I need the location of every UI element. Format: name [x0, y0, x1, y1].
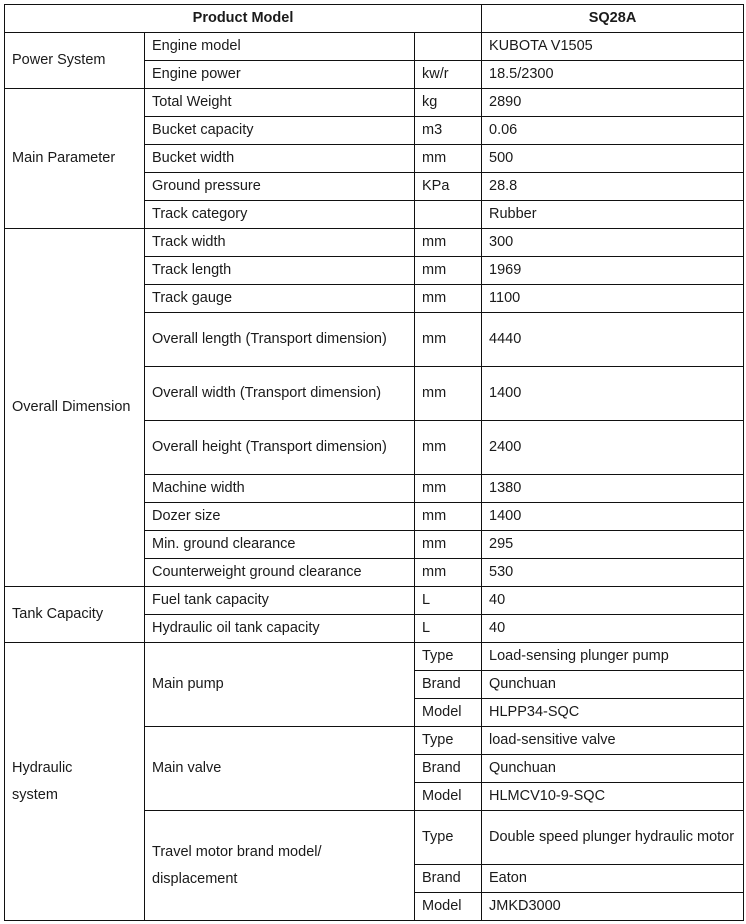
attr-cell: Brand	[415, 865, 482, 893]
param-cell: Hydraulic oil tank capacity	[145, 615, 415, 643]
unit-cell: mm	[415, 531, 482, 559]
attr-cell: Brand	[415, 755, 482, 783]
value-cell: 40	[482, 587, 744, 615]
value-cell: 2890	[482, 89, 744, 117]
category-overall-dimension: Overall Dimension	[5, 229, 145, 587]
value-cell: 1969	[482, 257, 744, 285]
param-cell: Dozer size	[145, 503, 415, 531]
value-cell: 530	[482, 559, 744, 587]
value-cell: Load-sensing plunger pump	[482, 643, 744, 671]
attr-cell: Brand	[415, 671, 482, 699]
table-row	[5, 89, 744, 117]
unit-cell: mm	[415, 229, 482, 257]
unit-cell: mm	[415, 503, 482, 531]
value-cell: 500	[482, 145, 744, 173]
param-cell: Overall width (Transport dimension)	[145, 367, 415, 421]
unit-cell: mm	[415, 475, 482, 503]
category-power-system: Power System	[5, 33, 145, 89]
param-cell: Track width	[145, 229, 415, 257]
attr-cell: Model	[415, 699, 482, 727]
table-row	[5, 229, 744, 257]
value-cell: 0.06	[482, 117, 744, 145]
value-cell: Eaton	[482, 865, 744, 893]
param-cell: Bucket width	[145, 145, 415, 173]
param-cell: Machine width	[145, 475, 415, 503]
value-cell: 40	[482, 615, 744, 643]
param-cell: Min. ground clearance	[145, 531, 415, 559]
attr-cell: Model	[415, 783, 482, 811]
value-cell: KUBOTA V1505	[482, 33, 744, 61]
param-cell: Bucket capacity	[145, 117, 415, 145]
model-value: SQ28A	[482, 5, 744, 33]
param-cell: Track length	[145, 257, 415, 285]
value-cell: HLMCV10-9-SQC	[482, 783, 744, 811]
value-cell: JMKD3000	[482, 893, 744, 921]
unit-cell: L	[415, 615, 482, 643]
unit-cell: mm	[415, 285, 482, 313]
value-cell: 295	[482, 531, 744, 559]
param-cell: Engine model	[145, 33, 415, 61]
value-cell: 28.8	[482, 173, 744, 201]
header-row	[5, 5, 744, 33]
param-cell: Counterweight ground clearance	[145, 559, 415, 587]
attr-cell: Type	[415, 811, 482, 865]
value-cell: 4440	[482, 313, 744, 367]
param-cell: Overall height (Transport dimension)	[145, 421, 415, 475]
component-main-pump: Main pump	[145, 643, 415, 727]
unit-cell: mm	[415, 421, 482, 475]
unit-cell: KPa	[415, 173, 482, 201]
unit-cell: kg	[415, 89, 482, 117]
param-cell: Engine power	[145, 61, 415, 89]
value-cell: 300	[482, 229, 744, 257]
value-cell: 2400	[482, 421, 744, 475]
value-cell: Qunchuan	[482, 755, 744, 783]
category-hydraulic-system: Hydraulic system	[5, 643, 145, 921]
table-row	[5, 643, 744, 671]
unit-cell: mm	[415, 145, 482, 173]
unit-cell	[415, 201, 482, 229]
unit-cell: mm	[415, 367, 482, 421]
value-cell: load-sensitive valve	[482, 727, 744, 755]
attr-cell: Type	[415, 643, 482, 671]
value-cell: Double speed plunger hydraulic motor	[482, 811, 744, 865]
value-cell: 1380	[482, 475, 744, 503]
param-cell: Overall length (Transport dimension)	[145, 313, 415, 367]
unit-cell: L	[415, 587, 482, 615]
param-cell: Fuel tank capacity	[145, 587, 415, 615]
table-row	[5, 587, 744, 615]
param-cell: Ground pressure	[145, 173, 415, 201]
param-cell: Track category	[145, 201, 415, 229]
table-row	[5, 33, 744, 61]
param-cell: Track gauge	[145, 285, 415, 313]
product-model-label: Product Model	[5, 5, 482, 33]
value-cell: Qunchuan	[482, 671, 744, 699]
spec-table	[4, 4, 744, 921]
attr-cell: Model	[415, 893, 482, 921]
value-cell: HLPP34-SQC	[482, 699, 744, 727]
param-cell: Total Weight	[145, 89, 415, 117]
unit-cell: mm	[415, 257, 482, 285]
category-tank-capacity: Tank Capacity	[5, 587, 145, 643]
value-cell: 1100	[482, 285, 744, 313]
value-cell: 1400	[482, 503, 744, 531]
value-cell: 18.5/2300	[482, 61, 744, 89]
component-travel-motor: Travel motor brand model/ displacement	[145, 811, 415, 921]
component-main-valve: Main valve	[145, 727, 415, 811]
value-cell: 1400	[482, 367, 744, 421]
attr-cell: Type	[415, 727, 482, 755]
unit-cell	[415, 33, 482, 61]
category-main-parameter: Main Parameter	[5, 89, 145, 229]
unit-cell: mm	[415, 313, 482, 367]
unit-cell: kw/r	[415, 61, 482, 89]
unit-cell: m3	[415, 117, 482, 145]
value-cell: Rubber	[482, 201, 744, 229]
unit-cell: mm	[415, 559, 482, 587]
